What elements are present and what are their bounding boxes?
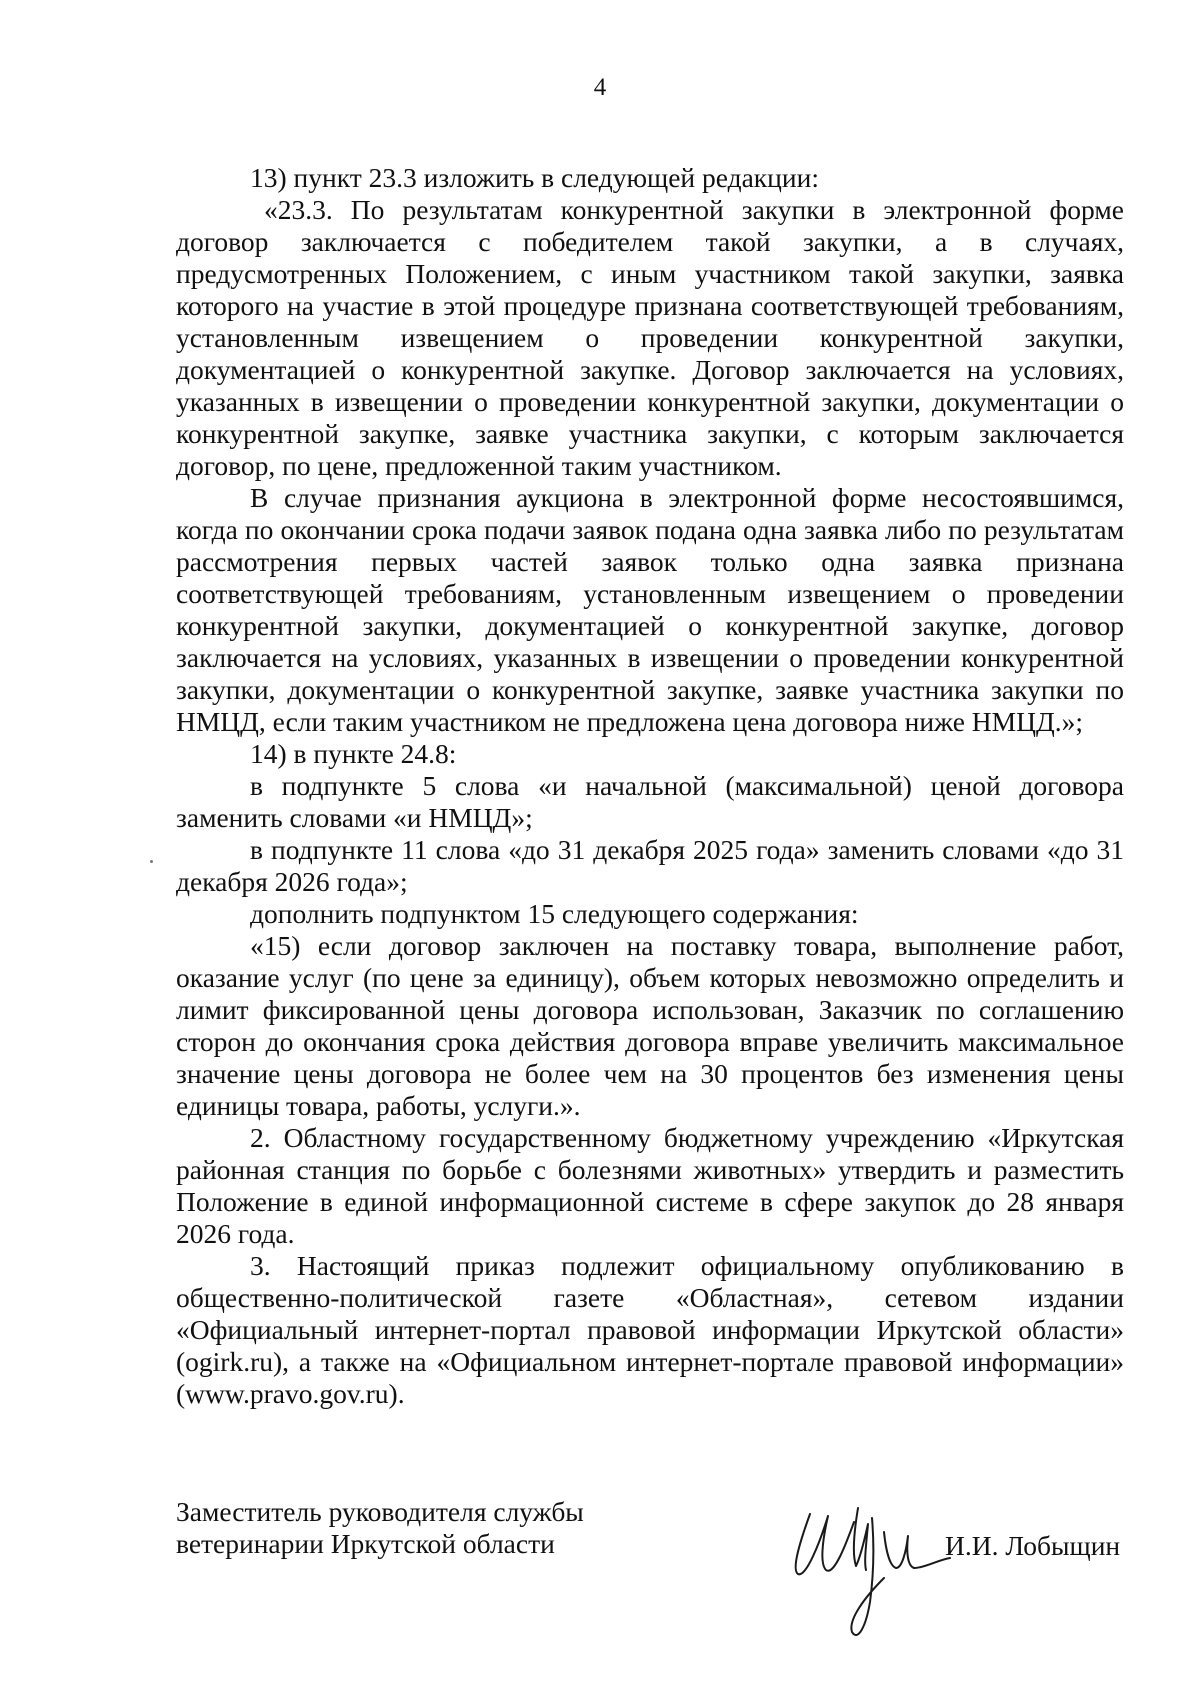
signatory-position-line1: Заместитель руководителя службы — [176, 1496, 584, 1527]
signatory-position-line2: ветеринарии Иркутской области — [176, 1528, 555, 1559]
paragraph-quoted-23-3: «23.3. По результатам конкурентной закупки в электронной форме договор заключается с победителем такой закупки, а в случаях, предусмотренных Положением, с иным участником такой закупки, заявка которого на участие в этой процедуре признана соответствующей требованиям, установленным извещением о проведении конкурентной закупки, документацией о конкурентной закупке. Договор заключается на условиях, указанных в извещении о проведении конкурентной закупки, документации о конкурентной закупке, заявке участника закупки, с которым заключается договор, по цене, предложенной таким участником. — [176, 194, 1124, 481]
document-body — [176, 162, 1124, 1410]
handwritten-signature — [792, 1502, 952, 1652]
page-number: 4 — [593, 74, 607, 101]
signatory-position — [176, 1496, 584, 1560]
paragraph-subitem-11: в подпункте 11 слова «до 31 декабря 2025 года» заменить словами «до 31 декабря 2026 года»; — [176, 834, 1124, 897]
paragraph-item-2: 2. Областному государственному бюджетному учреждению «Иркутская районная станция по борьбе с болезнями животных» утвердить и разместить Положение в единой информационной системе в сфере закупок до 28 января 2026 года. — [176, 1122, 1124, 1249]
scan-speck — [150, 860, 153, 863]
paragraph-item-3: 3. Настоящий приказ подлежит официальному опубликованию в общественно-политической газете «Областная», сетевом издании «Официальный интернет-портал правовой информации Иркутской области» (ogirk.ru), а также на «Официальном интернет-портале правовой информации» (www.pravo.gov.ru). — [176, 1250, 1124, 1409]
paragraph-auction-case: В случае признания аукциона в электронной форме несостоявшимся, когда по окончании срока подачи заявок подана одна заявка либо по результатам рассмотрения первых частей заявок только одна заявка признана соответствующей требованиям, установленным извещением о проведении конкурентной закупки, документацией о конкурентной закупке, договор заключается на условиях, указанных в извещении о проведении конкурентной закупки, документации о конкурентной закупке, заявке участника закупки по НМЦД, если таким участником не предложена цена договора ниже НМЦД.»; — [176, 482, 1124, 737]
paragraph-quoted-15: «15) если договор заключен на поставку товара, выполнение работ, оказание услуг (по цене за единицу), объем которых невозможно определить и лимит фиксированной цены договора использован, Заказчик по соглашению сторон до окончания срока действия договора вправе увеличить максимальное значение цены договора не более чем на 30 процентов без изменения цены единицы товара, работы, услуги.». — [176, 930, 1124, 1121]
signatory-name: И.И. Лобыщин — [945, 1530, 1121, 1561]
paragraph-item-14: 14) в пункте 24.8: — [250, 738, 457, 769]
paragraph-item-13: 13) пункт 23.3 изложить в следующей редакции: — [250, 162, 819, 193]
paragraph-subitem-5: в подпункте 5 слова «и начальной (максимальной) ценой договора заменить словами «и НМЦД»; — [176, 770, 1124, 833]
paragraph-add-subitem-15: дополнить подпунктом 15 следующего содержания: — [250, 898, 859, 929]
